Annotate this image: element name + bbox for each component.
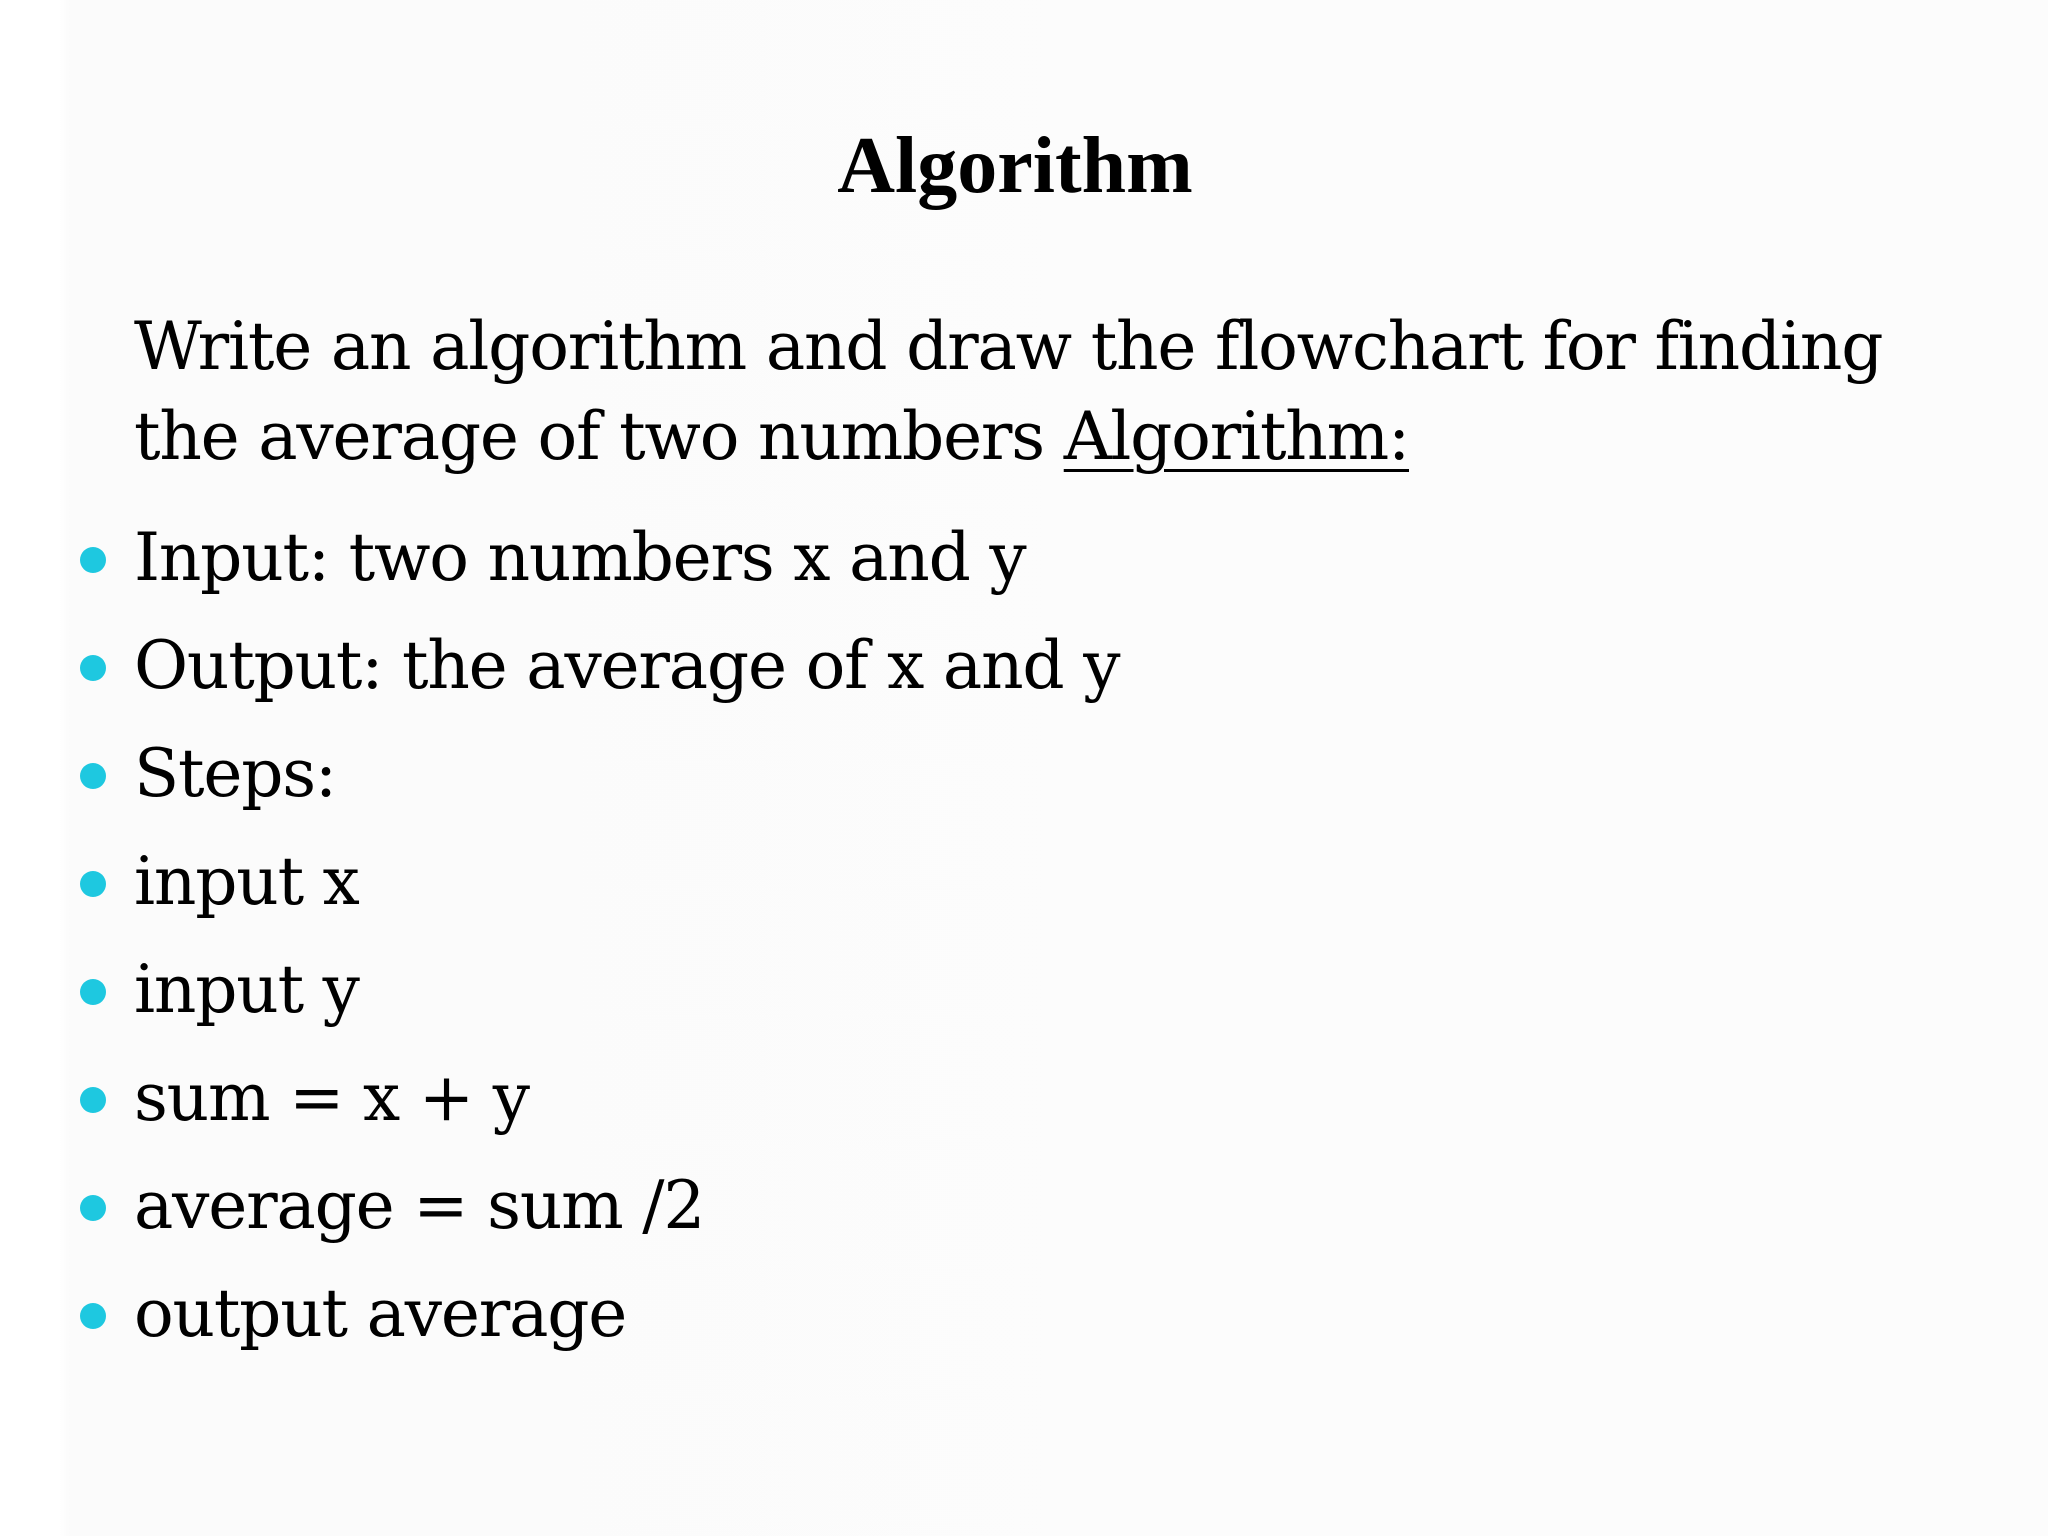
- bullet-dot-icon: [80, 1195, 106, 1221]
- bullet-dot-icon: [80, 1087, 106, 1113]
- bullet-dot-icon: [80, 979, 106, 1005]
- list-item-text: Input: two numbers x and y: [134, 519, 1026, 596]
- bullet-dot-icon: [80, 763, 106, 789]
- list-item-text: input y: [134, 951, 359, 1028]
- list-item-text: Output: the average of x and y: [134, 627, 1120, 704]
- bullet-dot-icon: [80, 871, 106, 897]
- intro-paragraph: [134, 302, 1994, 482]
- list-item-text: sum = x + y: [134, 1059, 529, 1136]
- bullet-dot-icon: [80, 655, 106, 681]
- slide-title: Algorithm: [837, 122, 1193, 210]
- list-item-text: Steps:: [134, 735, 336, 812]
- bullet-dot-icon: [80, 547, 106, 573]
- intro-underlined-heading: Algorithm:: [1063, 398, 1409, 475]
- list-item-text: average = sum /2: [134, 1167, 705, 1244]
- intro-text: Write an algorithm and draw the flowchart for finding the average of two numbers: [134, 308, 1883, 475]
- list-item-text: output average: [134, 1275, 627, 1352]
- list-item-text: input x: [134, 843, 359, 920]
- bullet-dot-icon: [80, 1303, 106, 1329]
